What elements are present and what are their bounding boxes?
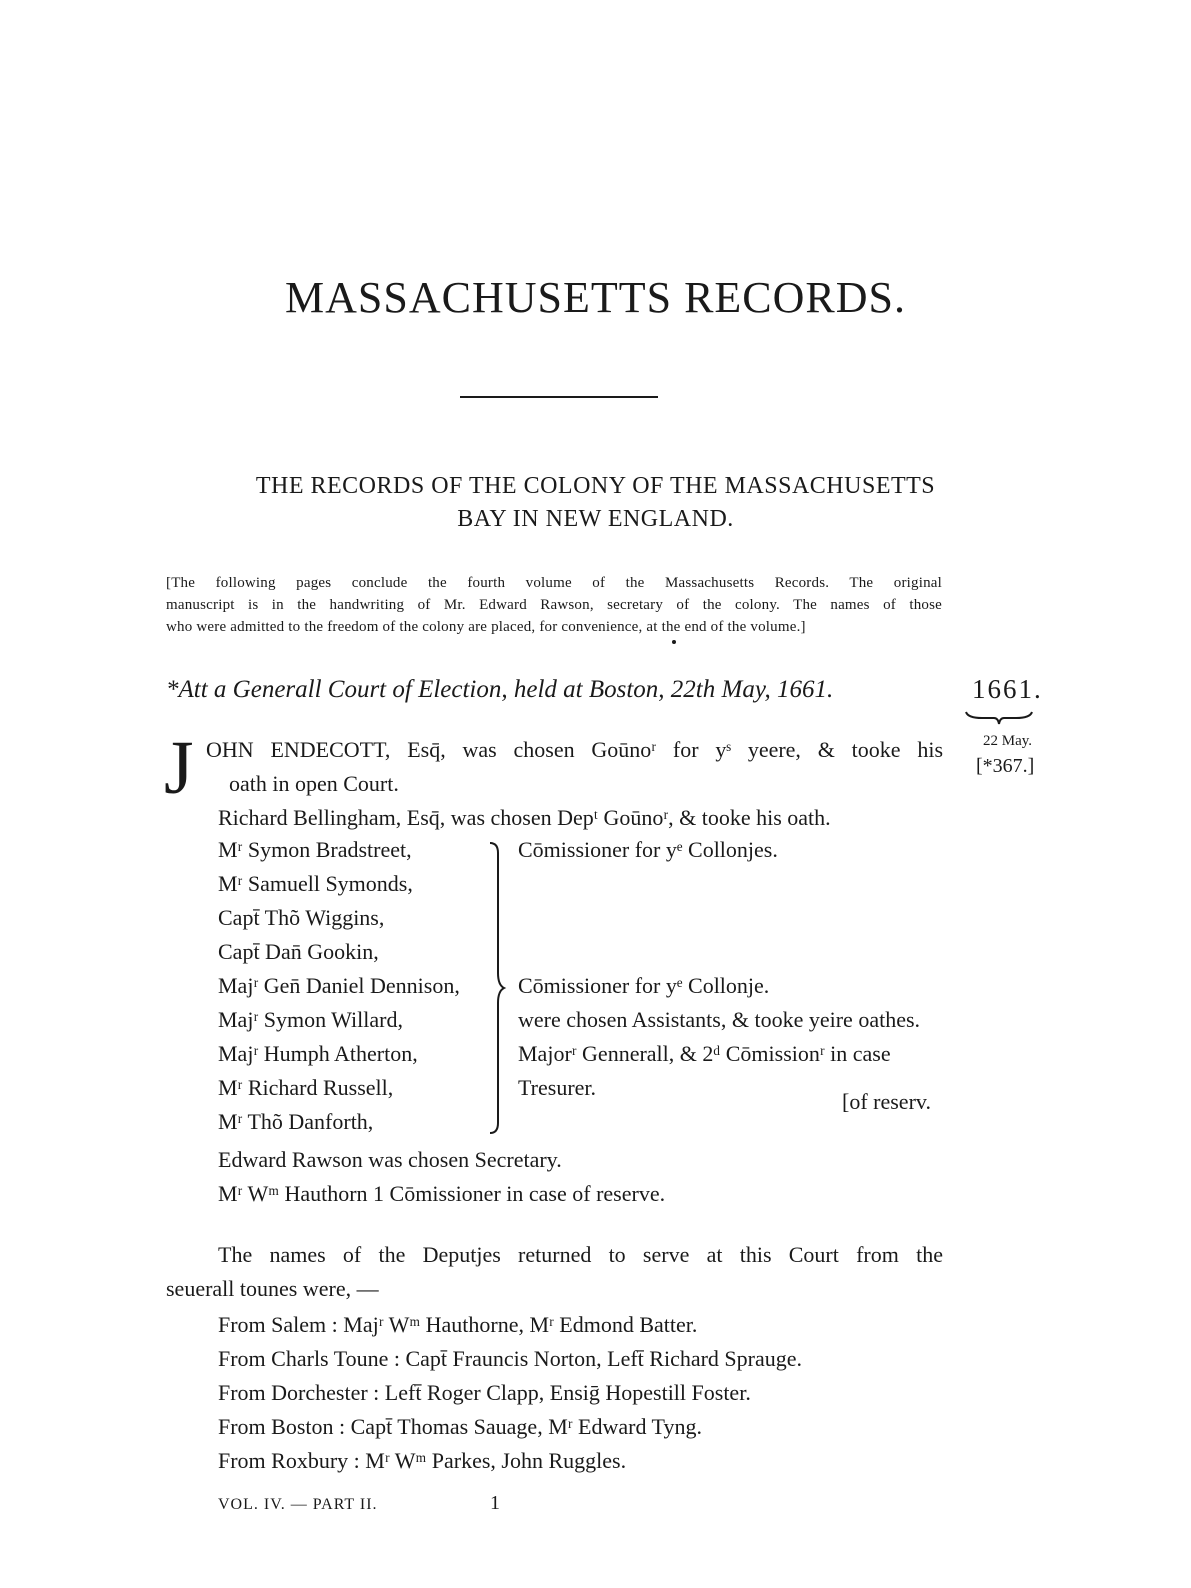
footer-volume: VOL. IV. — PART II.: [218, 1496, 378, 1513]
magistrate-role: Majorʳ Gennerall, & 2ᵈ Cōmissionʳ in case: [518, 1041, 891, 1066]
magistrate-name: Mʳ Symon Bradstreet,: [218, 837, 412, 862]
deputies-intro-line-1: The names of the Deputjes returned to serve at this Court from the: [218, 1242, 943, 1267]
town-deputies-line: From Dorchester : Left̄ Roger Clapp, Ensiḡ Hopestill Foster.: [218, 1380, 751, 1405]
title-rule: [460, 396, 658, 398]
margin-page-ref: [*367.]: [976, 755, 1035, 777]
year-brace-icon: [964, 708, 1034, 728]
separator-dot: [672, 640, 676, 644]
subtitle-line-2: BAY IN NEW ENGLAND.: [457, 506, 734, 532]
magistrate-role: Cōmissioner for yᵉ Collonje.: [518, 973, 770, 998]
magistrate-name: Capt̄ Thõ Wiggins,: [218, 905, 385, 930]
magistrate-name: Majʳ Symon Willard,: [218, 1007, 403, 1032]
town-deputies-line: From Charls Toune : Capt̄ Frauncis Norton, Left̄ Richard Sprauge.: [218, 1346, 803, 1371]
footer-page-number: 1: [490, 1492, 500, 1514]
role-reserve-note: [of reserv.: [842, 1089, 931, 1114]
bellingham-line: Richard Bellingham, Esq̄, was chosen Depᵗ Goūnoʳ, & tooke his oath.: [218, 805, 831, 830]
endecott-line-2: oath in open Court.: [229, 771, 399, 796]
magistrate-name: Mʳ Thõ Danforth,: [218, 1109, 374, 1134]
margin-year: 1661.: [972, 674, 1043, 704]
magistrate-name: Majʳ Gen̄ Daniel Dennison,: [218, 973, 460, 998]
deputies-intro-line-2: seuerall tounes were, —: [166, 1276, 379, 1301]
court-heading: *Att a Generall Court of Election, held at Boston, 22th May, 1661.: [166, 676, 834, 703]
drop-cap: J: [164, 726, 194, 810]
magistrate-name: Mʳ Richard Russell,: [218, 1075, 394, 1100]
editor-note-line-3: who were admitted to the freedom of the colony are placed, for convenience, at the end of the volume.]: [166, 619, 806, 635]
endecott-line-1: OHN ENDECOTT, Esq̄, was chosen Goūnoʳ for yˢ yeere, & tooke his: [206, 737, 943, 762]
subtitle-line-1: THE RECORDS OF THE COLONY OF THE MASSACHUSETTS: [255, 473, 936, 499]
town-deputies-line: From Roxbury : Mʳ Wᵐ Parkes, John Ruggles.: [218, 1448, 627, 1473]
magistrate-role: were chosen Assistants, & tooke yeire oathes.: [518, 1007, 921, 1032]
town-deputies-line: From Salem : Majʳ Wᵐ Hauthorne, Mʳ Edmond Batter.: [218, 1312, 698, 1337]
town-deputies-line: From Boston : Capt̄ Thomas Sauage, Mʳ Edward Tyng.: [218, 1414, 702, 1439]
magistrate-name: Mʳ Samuell Symonds,: [218, 871, 413, 896]
page-title: MASSACHUSETTS RECORDS.: [284, 273, 907, 322]
secretary-line: Edward Rawson was chosen Secretary.: [218, 1147, 562, 1172]
right-brace-icon: [488, 837, 508, 1139]
editor-note-line-2: manuscript is in the handwriting of Mr. Edward Rawson, secretary of the colony. The names of those: [166, 597, 942, 613]
margin-date: 22 May.: [983, 733, 1033, 749]
editor-note-line-1: [The following pages conclude the fourth volume of the Massachusetts Records. The original: [166, 575, 942, 591]
magistrate-role: Tresurer.: [518, 1075, 597, 1100]
commissioner-reserve-line: Mʳ Wᵐ Hauthorn 1 Cōmissioner in case of reserve.: [218, 1181, 666, 1206]
magistrate-name: Capt̄ Dan̄ Gookin,: [218, 939, 379, 964]
magistrate-name: Majʳ Humph Atherton,: [218, 1041, 418, 1066]
magistrate-role: Cōmissioner for yᵉ Collonjes.: [518, 837, 778, 862]
